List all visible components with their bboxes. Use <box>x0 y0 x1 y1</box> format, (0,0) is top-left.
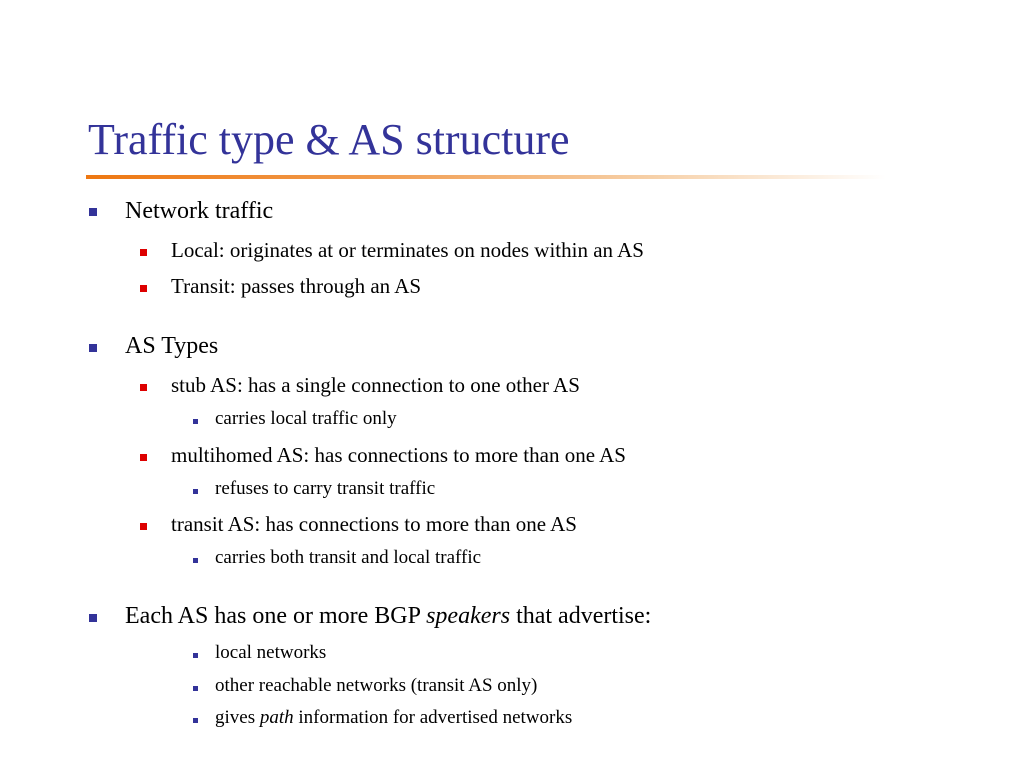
local-networks-item: local networks <box>215 642 327 663</box>
bullet-transit <box>140 285 147 292</box>
path-info-start: gives <box>215 707 260 728</box>
transit-traffic-item: Transit: passes through an AS <box>171 274 422 298</box>
bullet-as-types <box>89 344 97 352</box>
bullet-path-info <box>193 718 198 723</box>
as-types-heading: AS Types <box>125 333 219 359</box>
bgp-heading-end: that advertise: <box>510 603 652 629</box>
transit-as-item: transit AS: has connections to more than one AS <box>171 512 577 536</box>
local-traffic-item: Local: originates at or terminates on nodes within an AS <box>171 238 644 262</box>
multihomed-as-detail: refuses to carry transit traffic <box>215 478 436 499</box>
bullet-multihomed <box>140 454 147 461</box>
bgp-speakers-heading <box>125 601 651 631</box>
bullet-transit-as <box>140 523 147 530</box>
bullet-local <box>140 249 147 256</box>
stub-as-detail: carries local traffic only <box>215 408 397 429</box>
bgp-heading-emphasis: speakers <box>426 603 511 629</box>
bullet-stub <box>140 384 147 391</box>
stub-as-item: stub AS: has a single connection to one other AS <box>171 373 580 397</box>
network-traffic-heading: Network traffic <box>125 198 274 224</box>
multihomed-as-item: multihomed AS: has connections to more than one AS <box>171 443 626 467</box>
path-info-item <box>215 707 572 729</box>
title-divider <box>86 175 886 179</box>
bullet-stub-detail <box>193 419 198 424</box>
bullet-network-traffic <box>89 208 97 216</box>
transit-as-detail: carries both transit and local traffic <box>215 547 482 568</box>
bullet-multihomed-detail <box>193 489 198 494</box>
bgp-heading-start: Each AS has one or more BGP <box>125 603 427 629</box>
bullet-bgp <box>89 614 97 622</box>
bullet-local-networks <box>193 653 198 658</box>
bullet-transit-as-detail <box>193 558 198 563</box>
bullet-reachable-networks <box>193 686 198 691</box>
path-info-emphasis: path <box>259 707 294 728</box>
slide-title: Traffic type & AS structure <box>88 115 570 164</box>
reachable-networks-item: other reachable networks (transit AS only) <box>215 675 538 696</box>
path-info-end: information for advertised networks <box>293 707 573 728</box>
